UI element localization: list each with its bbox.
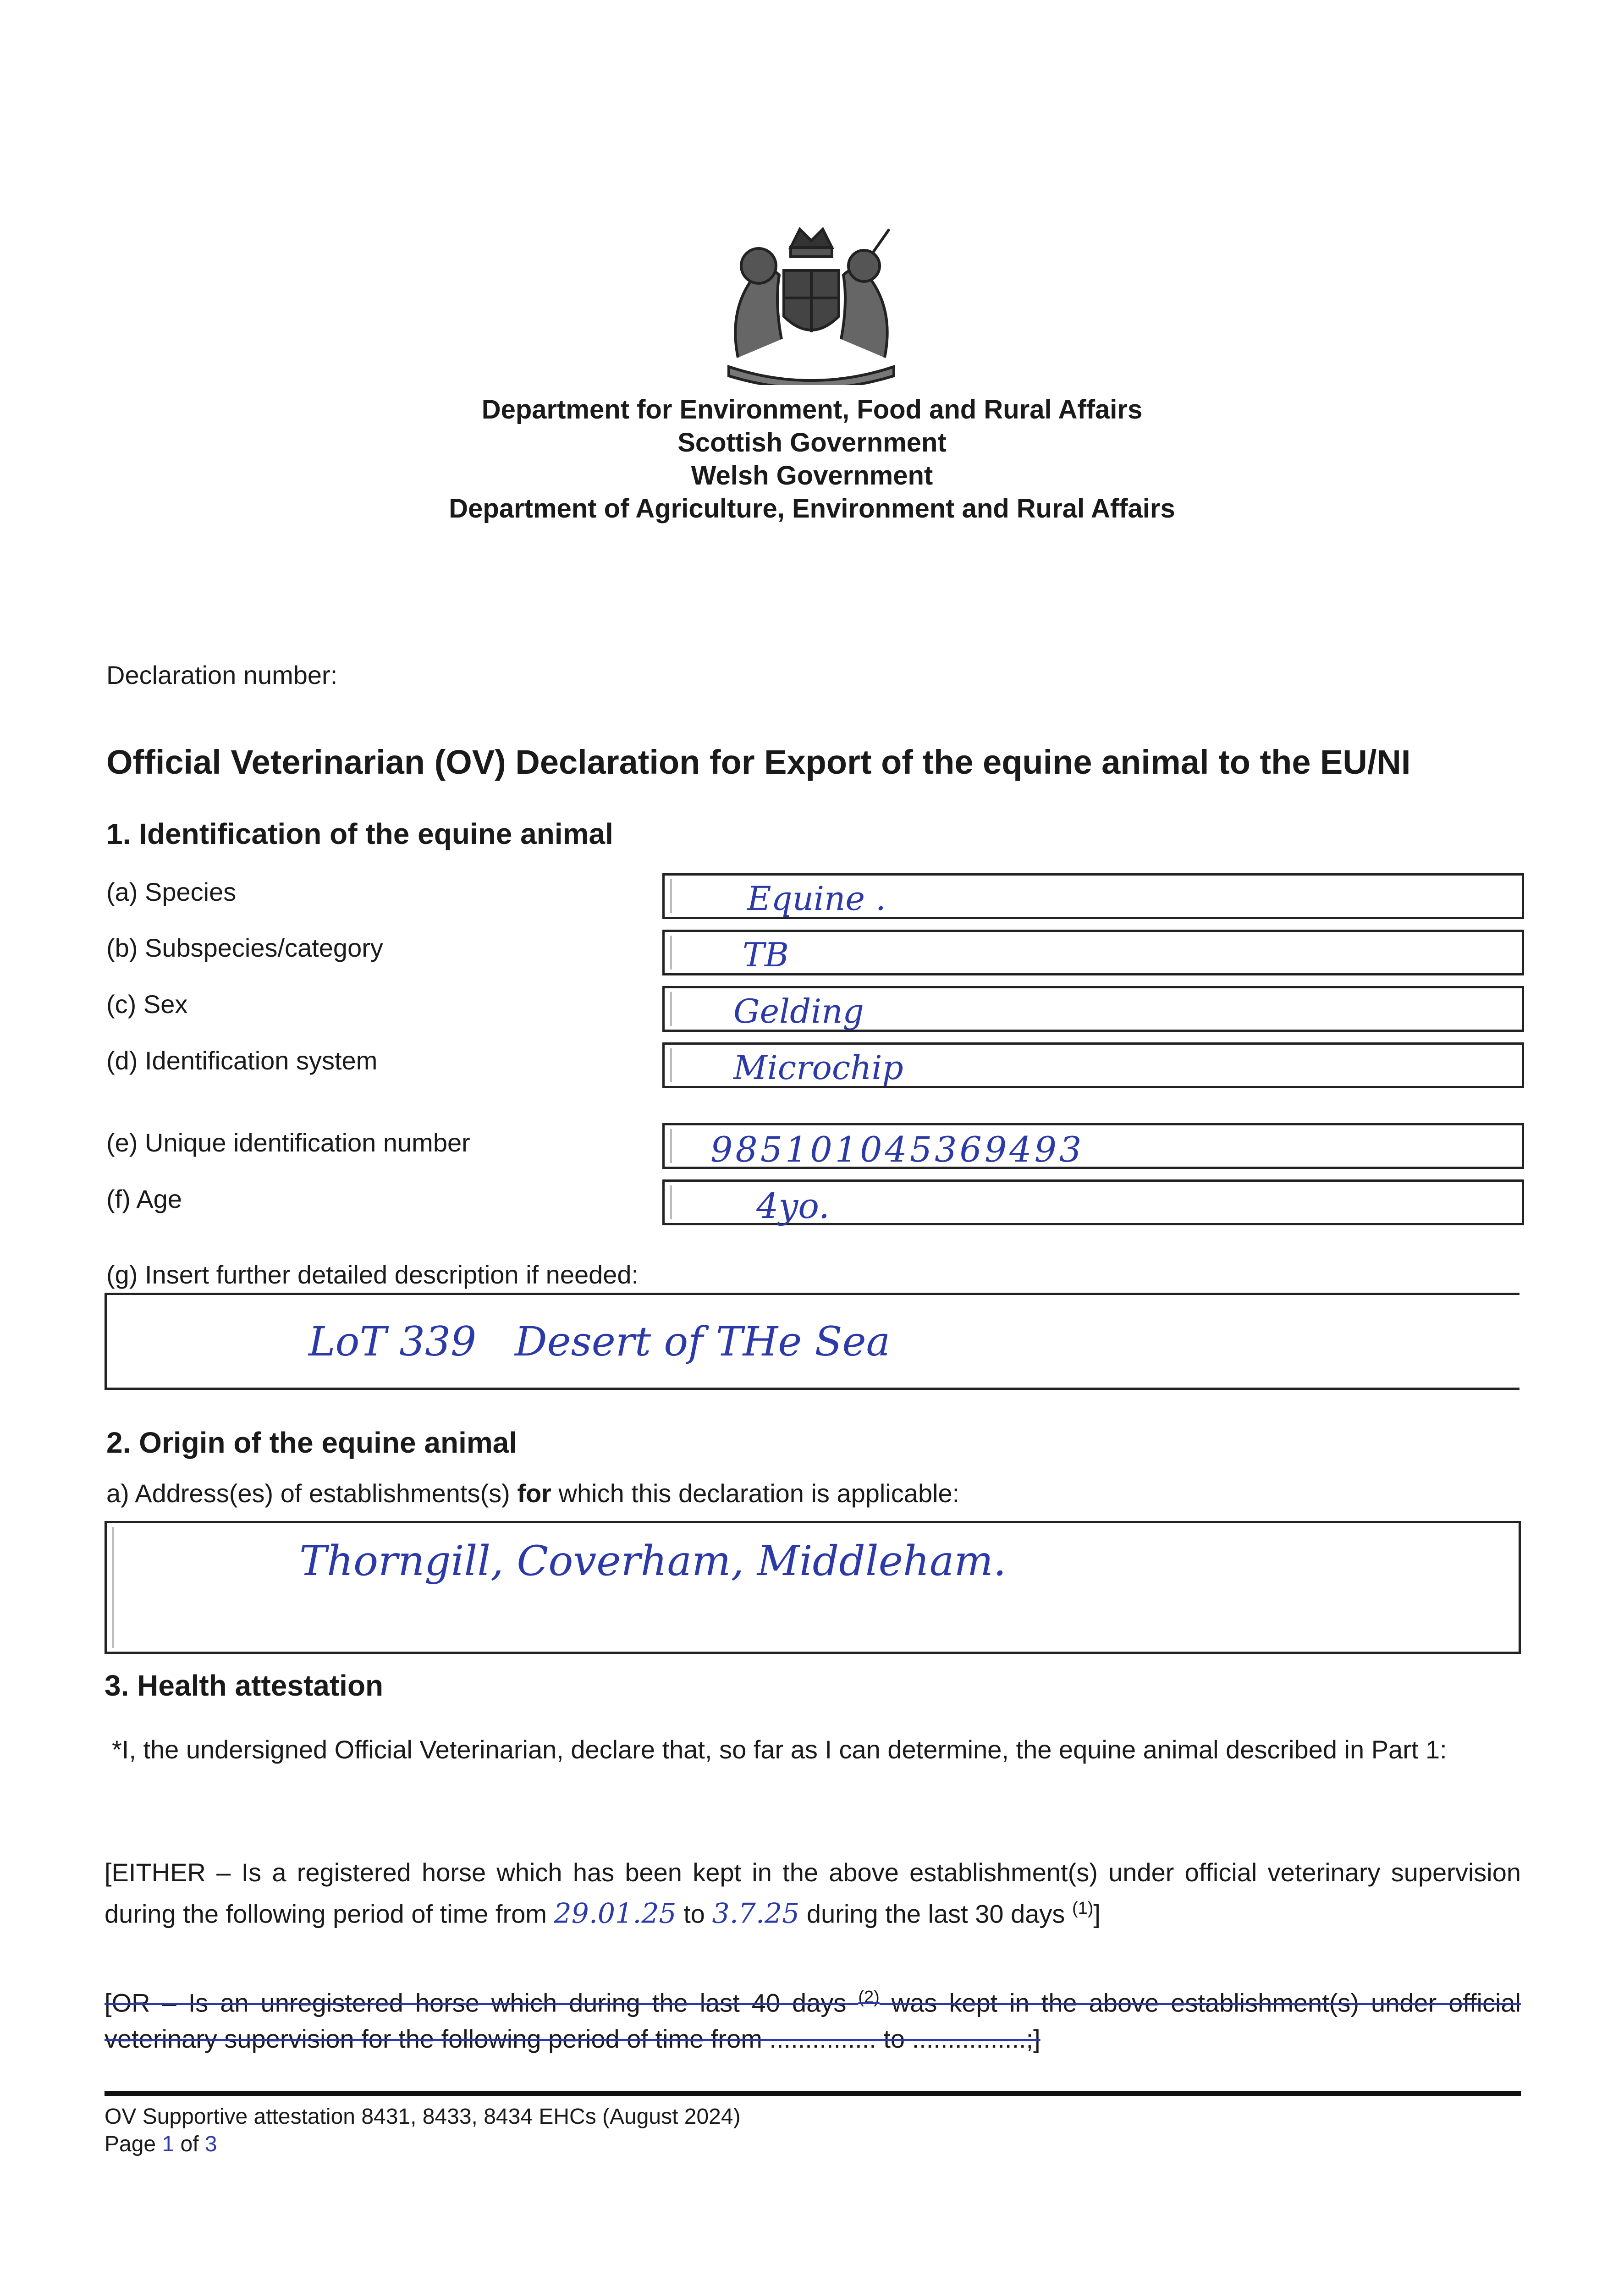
subspecies-value: TB xyxy=(743,936,789,974)
description-value: LoT 339 Desert of THe Sea xyxy=(308,1318,891,1365)
either-to-word: to xyxy=(683,1899,705,1928)
page-title: Official Veterinarian (OV) Declaration for Export of the equine animal to the EU/NI xyxy=(106,743,1411,781)
section2-heading: 2. Origin of the equine animal xyxy=(106,1426,517,1459)
either-text: [EITHER – Is a registered horse which has been kept in the above establishment(s) under official veterinary supervision during the following period of time from xyxy=(105,1858,1521,1928)
age-label: (f) Age xyxy=(106,1185,182,1213)
page-total: 3 xyxy=(204,2132,217,2156)
identification-system-field[interactable] xyxy=(662,1042,1524,1088)
description-field[interactable] xyxy=(105,1293,1519,1390)
department-daera: Department of Agriculture, Environment and Rural Affairs xyxy=(449,494,1175,523)
unique-id-field[interactable] xyxy=(662,1123,1524,1169)
either-close: ] xyxy=(1093,1899,1101,1928)
either-from-date: 29.01.25 xyxy=(554,1897,677,1930)
royal-coat-of-arms-icon xyxy=(710,220,912,385)
subspecies-field[interactable] xyxy=(662,930,1524,975)
page-indicator xyxy=(105,2131,217,2158)
or-text-1: [OR – Is an unregistered horse which during the last 40 days xyxy=(105,1988,847,2017)
either-clause xyxy=(105,1855,1521,1932)
identification-system-label: (d) Identification system xyxy=(106,1046,378,1075)
description-label: (g) Insert further detailed description if needed: xyxy=(106,1260,639,1289)
age-value: 4yo. xyxy=(756,1185,830,1226)
page-word: Page xyxy=(105,2132,156,2156)
department-scottish-gov: Scottish Government xyxy=(677,428,947,457)
address-label xyxy=(106,1478,959,1508)
department-welsh-gov: Welsh Government xyxy=(691,461,933,490)
subspecies-label: (b) Subspecies/category xyxy=(106,933,383,962)
or-footnote-ref: (2) xyxy=(858,1988,880,2007)
declaration-number-label: Declaration number: xyxy=(106,661,338,689)
species-value: Equine . xyxy=(747,879,886,918)
section1-heading: 1. Identification of the equine animal xyxy=(106,817,613,850)
species-label: (a) Species xyxy=(106,877,237,906)
of-word: of xyxy=(180,2132,199,2156)
species-field[interactable] xyxy=(662,873,1524,919)
address-label-post: which this declaration is applicable: xyxy=(551,1479,960,1508)
address-label-bold: for xyxy=(517,1479,551,1508)
or-clause-struck xyxy=(105,1979,1521,2057)
either-to-date: 3.7.25 xyxy=(712,1897,800,1930)
address-field[interactable] xyxy=(105,1521,1521,1654)
health-attestation-intro: *I, the undersigned Official Veterinarian, declare that, so far as I can determine, the equine animal described in Part 1: xyxy=(112,1735,1447,1764)
unique-id-value: 985101045369493 xyxy=(710,1129,1085,1170)
page-number: 1 xyxy=(162,2132,175,2156)
sex-field[interactable] xyxy=(662,986,1524,1032)
identification-system-value: Microchip xyxy=(733,1048,903,1087)
unique-id-label: (e) Unique identification number xyxy=(106,1128,470,1157)
or-text-2: was kept in the above establishment(s) under official veterinary supervision for the following period of time from ............... to ................;] xyxy=(105,1988,1521,2053)
address-label-pre: a) Address(es) of establishments(s) xyxy=(106,1479,517,1508)
address-value: Thorngill, Coverham, Middleham. xyxy=(299,1537,1007,1585)
sex-label: (c) Sex xyxy=(106,990,188,1019)
either-footnote-ref: (1) xyxy=(1072,1899,1094,1918)
footer-divider xyxy=(105,2091,1521,2096)
either-tail: during the last 30 days xyxy=(806,1899,1065,1928)
footer-attestation: OV Supportive attestation 8431, 8433, 8434 EHCs (August 2024) xyxy=(105,2105,741,2129)
age-field[interactable] xyxy=(662,1179,1524,1225)
section3-heading: 3. Health attestation xyxy=(105,1669,384,1702)
department-defra: Department for Environment, Food and Rural Affairs xyxy=(481,395,1143,424)
sex-value: Gelding xyxy=(733,992,864,1030)
